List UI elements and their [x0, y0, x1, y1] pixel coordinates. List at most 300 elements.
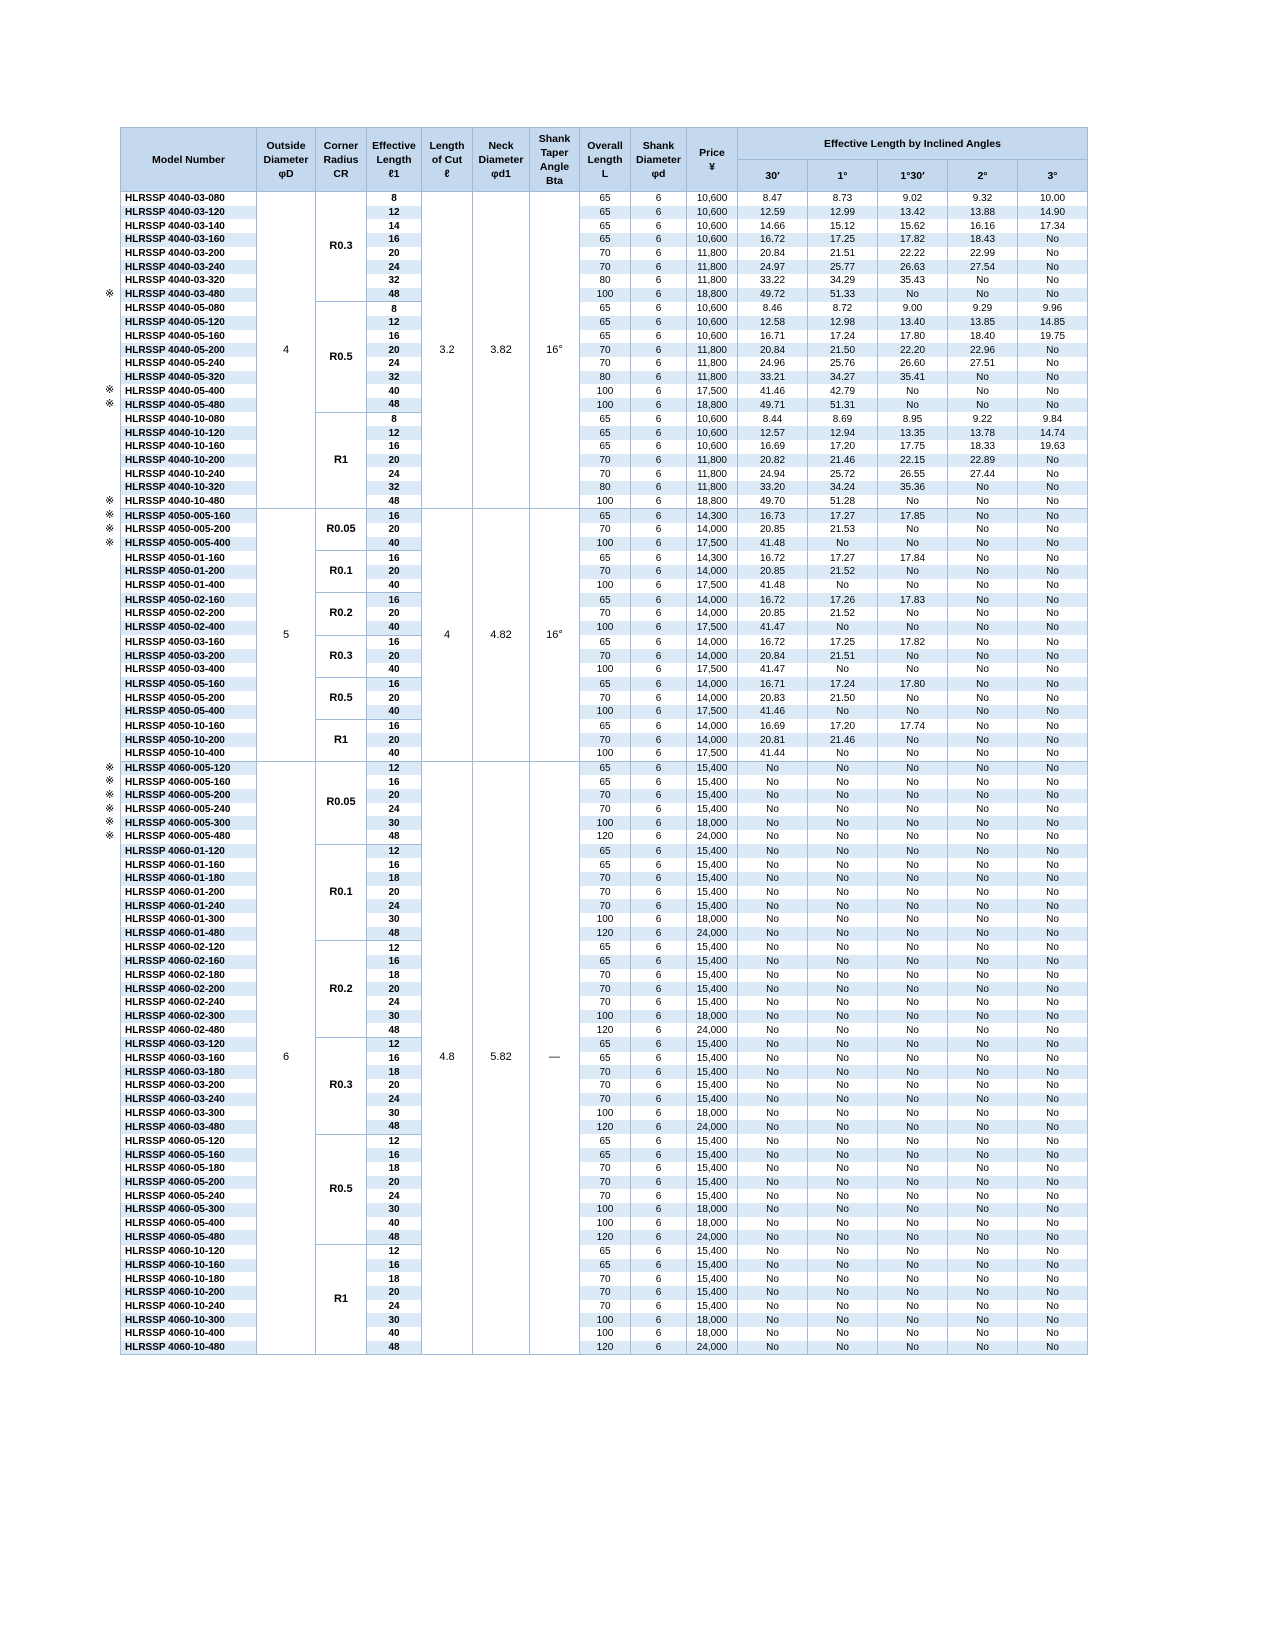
price-cell: 15,400	[687, 858, 738, 872]
model-number-cell: HLRSSP 4060-01-180	[121, 872, 257, 886]
angle-length-cell: 25.72	[808, 467, 878, 481]
spec-table-container	[105, 127, 1088, 1355]
angle-length-cell: No	[1018, 467, 1088, 481]
angle-length-cell: 20.84	[738, 649, 808, 663]
shank-diameter-cell: 6	[631, 593, 687, 607]
angle-length-cell: No	[948, 747, 1018, 761]
angle-length-cell: No	[948, 844, 1018, 858]
angle-length-cell: No	[1018, 635, 1088, 649]
angle-length-cell: No	[808, 1217, 878, 1231]
angle-length-cell: 14.85	[1018, 316, 1088, 330]
shank-diameter-cell: 6	[631, 1079, 687, 1093]
overall-length-cell: 65	[580, 509, 631, 523]
angle-length-cell: No	[948, 1023, 1018, 1037]
angle-length-cell: 25.76	[808, 357, 878, 371]
overall-length-cell: 100	[580, 1106, 631, 1120]
angle-length-cell: No	[808, 705, 878, 719]
angle-length-cell: No	[738, 830, 808, 844]
effective-length-cell: 32	[367, 274, 422, 288]
model-number-cell: HLRSSP 4060-10-160	[121, 1259, 257, 1273]
header-line: Radius	[323, 153, 359, 166]
angle-length-cell: No	[808, 1176, 878, 1190]
model-number-cell: HLRSSP 4060-10-240	[121, 1300, 257, 1314]
angle-length-cell: 20.84	[738, 343, 808, 357]
header-line: CR	[333, 167, 349, 180]
header-effective-length	[367, 128, 422, 192]
angle-length-cell: No	[948, 775, 1018, 789]
effective-length-cell: 30	[367, 1106, 422, 1120]
price-cell: 10,600	[687, 316, 738, 330]
angle-length-cell: No	[738, 844, 808, 858]
overall-length-cell: 65	[580, 233, 631, 247]
angle-length-cell: No	[948, 1203, 1018, 1217]
angle-length-cell: No	[948, 1313, 1018, 1327]
note-mark: ※	[105, 384, 115, 397]
table-body	[105, 192, 1088, 1355]
angle-length-cell: No	[1018, 398, 1088, 412]
overall-length-cell: 70	[580, 1300, 631, 1314]
effective-length-cell: 48	[367, 1230, 422, 1244]
overall-length-cell: 70	[580, 969, 631, 983]
price-cell: 14,000	[687, 607, 738, 621]
shank-diameter-cell: 6	[631, 398, 687, 412]
price-cell: 15,400	[687, 803, 738, 817]
angle-length-cell: No	[948, 858, 1018, 872]
shank-diameter-cell: 6	[631, 747, 687, 761]
angle-length-cell: No	[1018, 1286, 1088, 1300]
angle-length-cell: 21.50	[808, 691, 878, 705]
angle-length-cell: No	[948, 1134, 1018, 1148]
taper-cell: —	[530, 761, 580, 1355]
angle-length-cell: No	[808, 1203, 878, 1217]
angle-length-cell: No	[738, 1079, 808, 1093]
shank-diameter-cell: 6	[631, 886, 687, 900]
overall-length-cell: 70	[580, 467, 631, 481]
effective-length-cell: 20	[367, 982, 422, 996]
angle-length-cell: No	[878, 899, 948, 913]
angle-length-cell: 8.69	[808, 412, 878, 426]
effective-length-cell: 20	[367, 454, 422, 468]
angle-length-cell: No	[948, 649, 1018, 663]
header-line: Shank	[642, 139, 675, 152]
angle-length-cell: No	[808, 1093, 878, 1107]
table-row	[121, 761, 1088, 775]
angle-length-cell: No	[1018, 1189, 1088, 1203]
angle-length-cell: No	[878, 1203, 948, 1217]
overall-length-cell: 100	[580, 1010, 631, 1024]
effective-length-cell: 48	[367, 1341, 422, 1355]
effective-length-cell: 12	[367, 426, 422, 440]
angle-length-cell: 22.99	[948, 247, 1018, 261]
angle-length-cell: 20.84	[738, 247, 808, 261]
angle-length-cell: No	[738, 1272, 808, 1286]
overall-length-cell: 70	[580, 649, 631, 663]
angle-length-cell: 17.83	[878, 593, 948, 607]
shank-diameter-cell: 6	[631, 1023, 687, 1037]
shank-diameter-cell: 6	[631, 733, 687, 747]
shank-diameter-cell: 6	[631, 1272, 687, 1286]
angle-length-cell: No	[1018, 495, 1088, 509]
effective-length-cell: 48	[367, 1120, 422, 1134]
header-line: Outside	[266, 139, 306, 152]
effective-length-cell: 30	[367, 913, 422, 927]
angle-length-cell: No	[1018, 941, 1088, 955]
angle-length-cell: 41.47	[738, 663, 808, 677]
shank-diameter-cell: 6	[631, 579, 687, 593]
taper-cell: 16°	[530, 509, 580, 761]
shank-diameter-cell: 6	[631, 955, 687, 969]
model-number-cell: HLRSSP 4060-05-300	[121, 1203, 257, 1217]
angle-length-cell: No	[738, 1093, 808, 1107]
angle-length-cell: No	[948, 1093, 1018, 1107]
model-number-cell: HLRSSP 4060-01-120	[121, 844, 257, 858]
model-number-cell: HLRSSP 4050-05-200	[121, 691, 257, 705]
shank-diameter-cell: 6	[631, 509, 687, 523]
angle-length-cell: 17.27	[808, 551, 878, 565]
table-header	[121, 128, 1088, 192]
price-cell: 17,500	[687, 705, 738, 719]
overall-length-cell: 70	[580, 357, 631, 371]
angle-length-cell: No	[948, 1065, 1018, 1079]
angle-length-cell: No	[948, 1037, 1018, 1051]
model-number-cell: HLRSSP 4040-10-240	[121, 467, 257, 481]
overall-length-cell: 65	[580, 955, 631, 969]
angle-length-cell: 26.55	[878, 467, 948, 481]
overall-length-cell: 65	[580, 844, 631, 858]
overall-length-cell: 70	[580, 899, 631, 913]
shank-diameter-cell: 6	[631, 705, 687, 719]
price-cell: 15,400	[687, 1052, 738, 1066]
angle-length-cell: No	[948, 830, 1018, 844]
angle-length-cell: No	[948, 1217, 1018, 1231]
effective-length-cell: 24	[367, 996, 422, 1010]
model-number-cell: HLRSSP 4060-01-240	[121, 899, 257, 913]
effective-length-cell: 18	[367, 1065, 422, 1079]
effective-length-cell: 16	[367, 719, 422, 733]
corner-radius-cell: R0.3	[316, 635, 367, 677]
effective-length-cell: 16	[367, 677, 422, 691]
angle-length-cell: No	[878, 663, 948, 677]
angle-length-cell: No	[1018, 677, 1088, 691]
price-cell: 14,000	[687, 677, 738, 691]
angle-length-cell: No	[948, 509, 1018, 523]
angle-length-cell: No	[808, 955, 878, 969]
model-number-cell: HLRSSP 4060-01-480	[121, 927, 257, 941]
price-cell: 14,000	[687, 691, 738, 705]
angle-length-cell: No	[1018, 761, 1088, 775]
angle-length-cell: No	[1018, 927, 1088, 941]
effective-length-cell: 40	[367, 747, 422, 761]
price-cell: 15,400	[687, 1134, 738, 1148]
price-cell: 15,400	[687, 1300, 738, 1314]
effective-length-cell: 40	[367, 384, 422, 398]
shank-diameter-cell: 6	[631, 371, 687, 385]
angle-length-cell: No	[738, 1037, 808, 1051]
overall-length-cell: 70	[580, 1189, 631, 1203]
overall-length-cell: 100	[580, 1327, 631, 1341]
angle-length-cell: No	[878, 733, 948, 747]
angle-length-cell: No	[948, 593, 1018, 607]
overall-length-cell: 70	[580, 1093, 631, 1107]
price-cell: 14,000	[687, 649, 738, 663]
angle-length-cell: No	[948, 384, 1018, 398]
price-cell: 15,400	[687, 844, 738, 858]
model-number-cell: HLRSSP 4040-10-200	[121, 454, 257, 468]
price-cell: 15,400	[687, 1272, 738, 1286]
overall-length-cell: 70	[580, 691, 631, 705]
angle-length-cell: 15.12	[808, 219, 878, 233]
angle-length-cell: No	[1018, 996, 1088, 1010]
overall-length-cell: 70	[580, 1079, 631, 1093]
shank-diameter-cell: 6	[631, 1300, 687, 1314]
angle-length-cell: No	[1018, 523, 1088, 537]
overall-length-cell: 65	[580, 761, 631, 775]
shank-diameter-cell: 6	[631, 1189, 687, 1203]
model-number-cell: HLRSSP 4060-05-200	[121, 1176, 257, 1190]
price-cell: 17,500	[687, 384, 738, 398]
overall-length-cell: 70	[580, 733, 631, 747]
angle-length-cell: 20.82	[738, 454, 808, 468]
angle-length-cell: No	[878, 384, 948, 398]
angle-length-cell: No	[1018, 1217, 1088, 1231]
model-number-cell: HLRSSP 4060-03-300	[121, 1106, 257, 1120]
effective-length-cell: 40	[367, 1327, 422, 1341]
overall-length-cell: 65	[580, 677, 631, 691]
shank-diameter-cell: 6	[631, 1259, 687, 1273]
shank-diameter-cell: 6	[631, 1327, 687, 1341]
shank-diameter-cell: 6	[631, 467, 687, 481]
effective-length-cell: 16	[367, 1052, 422, 1066]
angle-length-cell: No	[1018, 1079, 1088, 1093]
shank-diameter-cell: 6	[631, 844, 687, 858]
shank-diameter-cell: 6	[631, 412, 687, 426]
price-cell: 24,000	[687, 830, 738, 844]
price-cell: 10,600	[687, 192, 738, 206]
header-price	[687, 128, 738, 192]
effective-length-cell: 18	[367, 1162, 422, 1176]
loc-cell: 4.8	[422, 761, 473, 1355]
effective-length-cell: 30	[367, 1313, 422, 1327]
price-cell: 17,500	[687, 579, 738, 593]
price-cell: 18,000	[687, 1327, 738, 1341]
angle-length-cell: No	[878, 1065, 948, 1079]
overall-length-cell: 65	[580, 941, 631, 955]
overall-length-cell: 65	[580, 330, 631, 344]
angle-length-cell: No	[738, 816, 808, 830]
effective-length-cell: 32	[367, 481, 422, 495]
header-line: Angle	[539, 160, 570, 173]
angle-length-cell: 33.21	[738, 371, 808, 385]
angle-length-cell: No	[948, 1052, 1018, 1066]
angle-length-cell: No	[1018, 719, 1088, 733]
shank-diameter-cell: 6	[631, 219, 687, 233]
angle-length-cell: No	[878, 1230, 948, 1244]
model-number-cell: HLRSSP 4060-05-120	[121, 1134, 257, 1148]
overall-length-cell: 100	[580, 579, 631, 593]
angle-length-cell: No	[878, 858, 948, 872]
model-number-cell: ※ HLRSSP 4060-005-480	[121, 830, 257, 844]
angle-length-cell: No	[1018, 1134, 1088, 1148]
note-mark: ※	[105, 761, 115, 774]
model-number-cell: HLRSSP 4040-03-160	[121, 233, 257, 247]
effective-length-cell: 8	[367, 412, 422, 426]
effective-length-cell: 48	[367, 495, 422, 509]
corner-radius-cell: R0.05	[316, 761, 367, 844]
model-number-cell: HLRSSP 4040-10-080	[121, 412, 257, 426]
angle-length-cell: No	[1018, 537, 1088, 551]
price-cell: 11,800	[687, 481, 738, 495]
angle-length-cell: No	[1018, 454, 1088, 468]
shank-diameter-cell: 6	[631, 426, 687, 440]
angle-length-cell: 34.24	[808, 481, 878, 495]
angle-length-cell: No	[1018, 913, 1088, 927]
angle-length-cell: 33.20	[738, 481, 808, 495]
angle-length-cell: No	[948, 677, 1018, 691]
corner-radius-cell: R0.5	[316, 302, 367, 412]
angle-length-cell: 41.48	[738, 579, 808, 593]
model-number-cell: HLRSSP 4060-03-200	[121, 1079, 257, 1093]
effective-length-cell: 48	[367, 398, 422, 412]
angle-length-cell: No	[948, 398, 1018, 412]
model-number-cell: HLRSSP 4060-10-300	[121, 1313, 257, 1327]
effective-length-cell: 8	[367, 192, 422, 206]
overall-length-cell: 80	[580, 371, 631, 385]
angle-length-cell: No	[738, 1300, 808, 1314]
price-cell: 18,000	[687, 1313, 738, 1327]
shank-diameter-cell: 6	[631, 523, 687, 537]
loc-cell: 4	[422, 509, 473, 761]
header-line: Effective	[372, 139, 416, 152]
note-mark: ※	[105, 523, 115, 536]
angle-length-cell: No	[878, 621, 948, 635]
angle-length-cell: No	[808, 1245, 878, 1259]
shank-diameter-cell: 6	[631, 982, 687, 996]
header-line: Bta	[546, 174, 563, 187]
effective-length-cell: 12	[367, 316, 422, 330]
price-cell: 10,600	[687, 426, 738, 440]
effective-length-cell: 18	[367, 969, 422, 983]
shank-diameter-cell: 6	[631, 941, 687, 955]
angle-length-cell: 21.51	[808, 649, 878, 663]
angle-length-cell: 18.43	[948, 233, 1018, 247]
overall-length-cell: 100	[580, 663, 631, 677]
angle-length-cell: No	[738, 1341, 808, 1355]
price-cell: 11,800	[687, 454, 738, 468]
overall-length-cell: 70	[580, 886, 631, 900]
angle-length-cell: No	[1018, 1162, 1088, 1176]
overall-length-cell: 65	[580, 219, 631, 233]
angle-length-cell: No	[948, 913, 1018, 927]
shank-diameter-cell: 6	[631, 537, 687, 551]
overall-length-cell: 100	[580, 384, 631, 398]
angle-length-cell: No	[808, 1341, 878, 1355]
angle-length-cell: No	[948, 537, 1018, 551]
overall-length-cell: 120	[580, 1230, 631, 1244]
corner-radius-cell: R0.2	[316, 593, 367, 635]
outside-diameter-cell: 6	[257, 761, 316, 1355]
angle-length-cell: 17.24	[808, 677, 878, 691]
overall-length-cell: 70	[580, 260, 631, 274]
angle-length-cell: 8.72	[808, 302, 878, 316]
angle-length-cell: 9.84	[1018, 412, 1088, 426]
angle-length-cell: No	[878, 816, 948, 830]
model-number-cell: ※ HLRSSP 4040-05-480	[121, 398, 257, 412]
angle-length-cell: 19.75	[1018, 330, 1088, 344]
angle-length-cell: No	[738, 982, 808, 996]
price-cell: 15,400	[687, 1065, 738, 1079]
left-border-stub	[120, 1334, 121, 1350]
angle-length-cell: No	[738, 1120, 808, 1134]
angle-length-cell: No	[808, 1010, 878, 1024]
angle-length-cell: No	[738, 1286, 808, 1300]
price-cell: 14,000	[687, 635, 738, 649]
spec-table	[105, 127, 1088, 1355]
angle-length-cell: No	[1018, 509, 1088, 523]
angle-length-cell: No	[1018, 274, 1088, 288]
angle-length-cell: 9.29	[948, 302, 1018, 316]
angle-length-cell: 20.83	[738, 691, 808, 705]
note-mark: ※	[105, 829, 115, 842]
model-number-cell: HLRSSP 4050-02-400	[121, 621, 257, 635]
model-number-cell: HLRSSP 4050-10-160	[121, 719, 257, 733]
effective-length-cell: 20	[367, 886, 422, 900]
note-mark: ※	[105, 398, 115, 411]
price-cell: 10,600	[687, 233, 738, 247]
angle-length-cell: No	[1018, 1148, 1088, 1162]
price-cell: 14,300	[687, 551, 738, 565]
overall-length-cell: 65	[580, 192, 631, 206]
overall-length-cell: 65	[580, 1148, 631, 1162]
angle-length-cell: No	[878, 747, 948, 761]
header-line: φd	[651, 167, 666, 180]
note-mark: ※	[105, 788, 115, 801]
price-cell: 24,000	[687, 1023, 738, 1037]
angle-length-cell: 17.80	[878, 330, 948, 344]
overall-length-cell: 70	[580, 247, 631, 261]
angle-length-cell: 25.77	[808, 260, 878, 274]
shank-diameter-cell: 6	[631, 691, 687, 705]
price-cell: 15,400	[687, 1245, 738, 1259]
angle-length-cell: No	[878, 523, 948, 537]
angle-length-cell: No	[948, 1162, 1018, 1176]
price-cell: 11,800	[687, 343, 738, 357]
angle-length-cell: No	[878, 927, 948, 941]
angle-length-cell: No	[1018, 1203, 1088, 1217]
angle-length-cell: 20.85	[738, 607, 808, 621]
angle-length-cell: 49.71	[738, 398, 808, 412]
angle-length-cell: No	[948, 1120, 1018, 1134]
angle-length-cell: No	[878, 996, 948, 1010]
effective-length-cell: 16	[367, 551, 422, 565]
effective-length-cell: 12	[367, 941, 422, 955]
angle-length-cell: No	[808, 621, 878, 635]
angle-length-cell: No	[1018, 955, 1088, 969]
header-line: ℓ1	[388, 167, 400, 180]
overall-length-cell: 70	[580, 1176, 631, 1190]
angle-length-cell: No	[878, 830, 948, 844]
angle-length-cell: No	[878, 1217, 948, 1231]
effective-length-cell: 24	[367, 899, 422, 913]
angle-length-cell: 13.88	[948, 206, 1018, 220]
angle-length-cell: 8.95	[878, 412, 948, 426]
header-line: Price	[699, 146, 725, 159]
corner-radius-cell: R0.05	[316, 509, 367, 551]
effective-length-cell: 16	[367, 1148, 422, 1162]
angle-length-cell: No	[1018, 1052, 1088, 1066]
effective-length-cell: 40	[367, 1217, 422, 1231]
angle-length-cell: No	[808, 789, 878, 803]
effective-length-cell: 40	[367, 705, 422, 719]
